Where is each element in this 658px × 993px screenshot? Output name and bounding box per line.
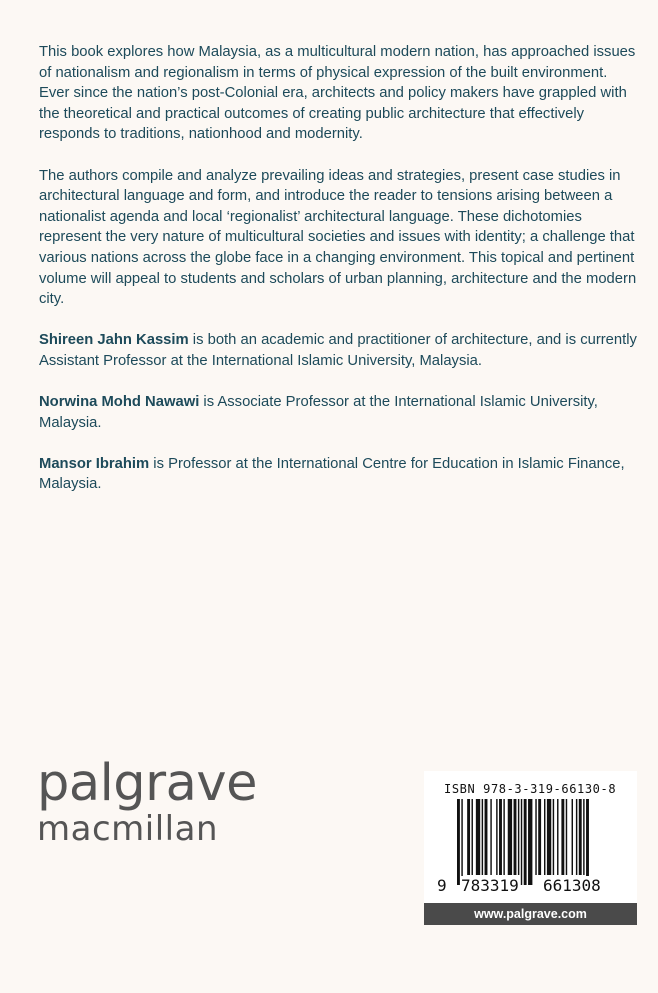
website-link[interactable]: www.palgrave.com xyxy=(424,903,637,925)
description-paragraph: This book explores how Malaysia, as a multicultural modern nation, has approached issues of nationalism and regionalism in terms of physical expression of the built environment. Ever since the nation’s post-Colonial era, architects and policy makers have grappled with the theoretical and practical outcomes of creating public architecture that effectively responds to traditions, nationhood and modernity. xyxy=(39,44,636,143)
author-bio-text: is Professor at the International Centre for Education in Islamic Finance, Malaysia. xyxy=(39,455,625,493)
barcode-bar xyxy=(521,799,522,885)
author-name: Mansor Ibrahim xyxy=(39,455,150,472)
author-name: Norwina Mohd Nawawi xyxy=(39,394,200,411)
barcode-bar xyxy=(472,799,473,875)
barcode-bar xyxy=(485,799,488,875)
barcode-digits xyxy=(424,876,637,896)
author-name: Shireen Jahn Kassim xyxy=(39,332,189,349)
barcode-bar xyxy=(553,799,554,875)
barcode-bar xyxy=(499,799,502,875)
barcode-bar xyxy=(583,799,584,875)
barcode-bar xyxy=(535,799,536,875)
barcode-bar xyxy=(576,799,577,875)
barcode-bar xyxy=(566,799,567,875)
barcode-bar xyxy=(457,799,460,885)
barcode-bar xyxy=(524,799,527,885)
author-bio-text: is Associate Professor at the International Islamic University, Malaysia. xyxy=(39,394,598,431)
publisher-logo-line2: macmillan xyxy=(37,809,218,849)
isbn-label: ISBN 978-3-319-66130-8 xyxy=(444,782,617,796)
barcode-bar xyxy=(508,799,512,875)
barcode-bar xyxy=(514,799,517,875)
barcode-bar xyxy=(496,799,497,875)
barcode-bar xyxy=(503,799,504,875)
barcode-bar xyxy=(538,799,541,875)
barcode-bar xyxy=(572,799,573,875)
isbn-barcode xyxy=(424,771,637,903)
publisher-logo-line1: palgrave xyxy=(37,754,257,813)
barcode-digits-right: 661308 xyxy=(543,876,601,895)
barcode-bar xyxy=(518,799,519,875)
barcode-bar xyxy=(544,799,545,875)
barcode-digit-first: 9 xyxy=(437,876,447,895)
barcode-bar xyxy=(547,799,551,875)
author-bio-text: is both an academic and practitioner of architecture, and is currently Assistant Professor at the International Islamic University, Malaysia. xyxy=(39,332,637,369)
barcode-bar xyxy=(557,799,558,875)
barcode-bar xyxy=(476,799,480,875)
author-bio xyxy=(39,330,639,371)
barcode-bar xyxy=(528,799,532,885)
author-bio xyxy=(39,392,639,433)
author-bio xyxy=(39,454,639,495)
barcode-bar xyxy=(461,799,462,885)
back-cover-text xyxy=(39,42,639,516)
barcode-bar xyxy=(490,799,491,875)
description-paragraph: The authors compile and analyze prevailing ideas and strategies, present case studies in architectural language and form, and introduce the reader to tensions arising between a nationalist agenda and local ‘regionalist’ architectural language. These dichotomies represent the very nature of multicultural societies and issues with identity; a challenge that various nations across the globe face in a changing environment. This topical and pertinent volume will appeal to students and scholars of urban planning, architecture and the modern city. xyxy=(39,167,637,308)
barcode-bar xyxy=(561,799,564,875)
barcode-digits-left: 783319 xyxy=(461,876,519,895)
barcode-bar xyxy=(482,799,483,875)
barcode-bar xyxy=(467,799,470,875)
barcode-bar xyxy=(579,799,582,875)
barcode-bar xyxy=(586,799,589,885)
publisher-logo xyxy=(37,756,257,848)
